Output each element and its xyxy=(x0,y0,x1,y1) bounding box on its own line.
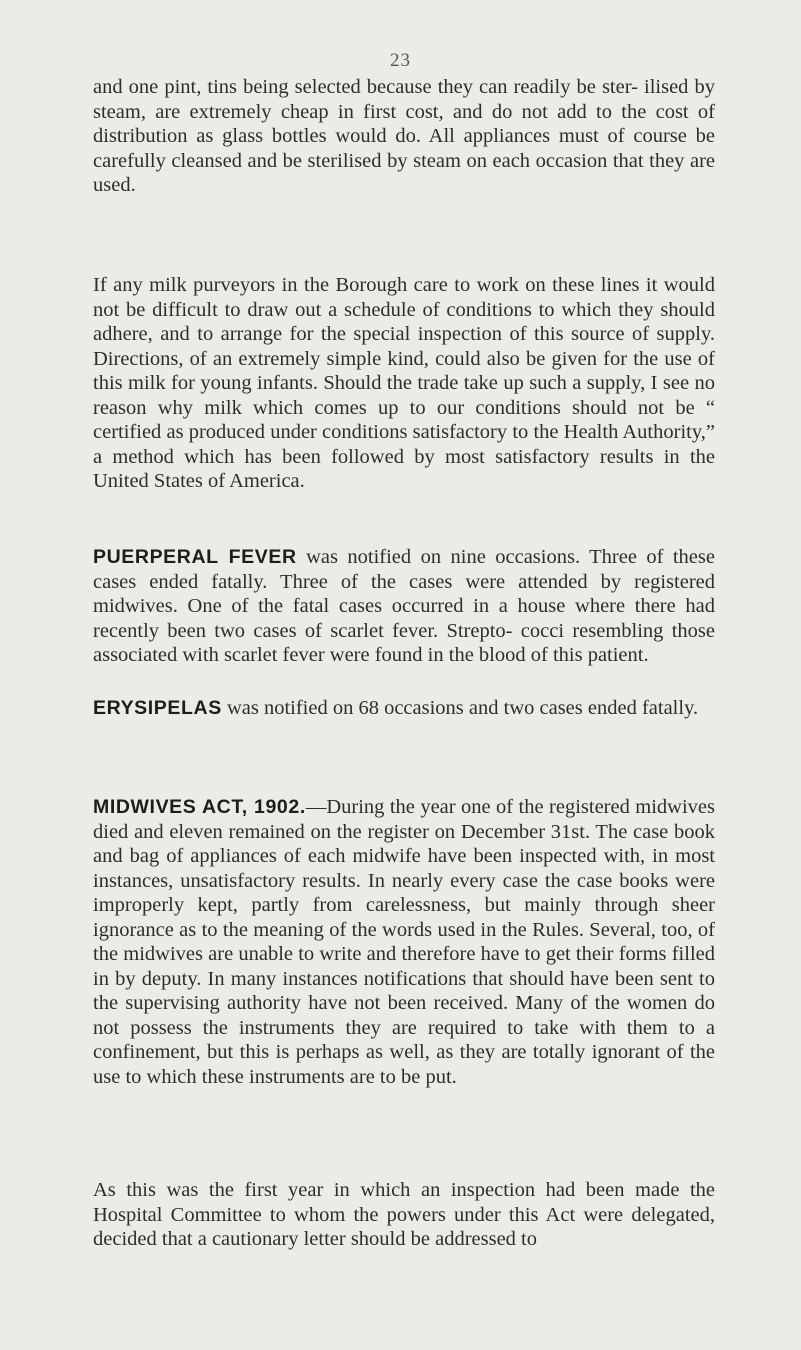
section-heading-midwives-act: MIDWIVES ACT, 1902. xyxy=(93,796,306,818)
paragraph-text: was notified on nine occasions. Three of these cases ended fatally. Three of the cases were attended by registered midwives. One of the fatal cases occurred in a house where there had recently been two cases of scarlet fever. Strepto- cocci resembling those associated with scarlet fever were found in the blood of this patient. xyxy=(93,546,715,666)
paragraph-text: If any milk purveyors in the Borough care to work on these lines it would not be difficult to draw out a schedule of conditions to which they should adhere, and to arrange for the special inspection of this source of supply. Directions, of an extremely simple kind, could also be given for the use of this milk for young infants. Should the trade take up such a supply, I see no reason why milk which comes up to our conditions should not be “ certified as produced under conditions satisfactory to the Health Authority,” a method which has been followed by most satisfactory results in the United States of America. xyxy=(93,274,715,492)
paragraph-midwives-act xyxy=(93,795,715,1089)
paragraph-puerperal-fever xyxy=(93,545,715,668)
paragraph-milk-purveyors xyxy=(93,273,715,494)
section-heading-puerperal-fever: PUERPERAL FEVER xyxy=(93,546,297,568)
paragraph-text: was notified on 68 occasions and two cases ended fatally. xyxy=(221,697,699,719)
paragraph-erysipelas xyxy=(93,696,715,721)
paragraph-tins-sterilisation xyxy=(93,75,715,198)
paragraph-text: and one pint, tins being selected because they can readily be ster- ilised by steam, are extremely cheap in first cost, and do not add to the cost of distribution as glass bottles would do. All appliances must of course be carefully cleansed and be sterilised by steam on each occasion that they are used. xyxy=(93,76,715,196)
paragraph-hospital-committee xyxy=(93,1178,715,1252)
paragraph-text: —During the year one of the registered midwives died and eleven remained on the register on December 31st. The case book and bag of appliances of each midwife have been inspected with, in most instances, unsatisfactory results. In nearly every case the case books were improperly kept, partly from carelessness, but mainly through sheer ignorance as to the meaning of the words used in the Rules. Several, too, of the midwives are unable to write and therefore have to get their forms filled in by deputy. In many instances notifications that should have been sent to the supervising authority have not been received. Many of the women do not possess the instruments they are required to take with them to a confinement, but this is perhaps as well, as they are totally ignorant of the use to which these instruments are to be put. xyxy=(93,796,715,1088)
page-number: 23 xyxy=(390,50,411,71)
paragraph-text: As this was the first year in which an inspection had been made the Hospital Committee to whom the powers under this Act were delegated, decided that a cautionary letter should be addressed to xyxy=(93,1179,715,1250)
section-heading-erysipelas: ERYSIPELAS xyxy=(93,697,222,719)
